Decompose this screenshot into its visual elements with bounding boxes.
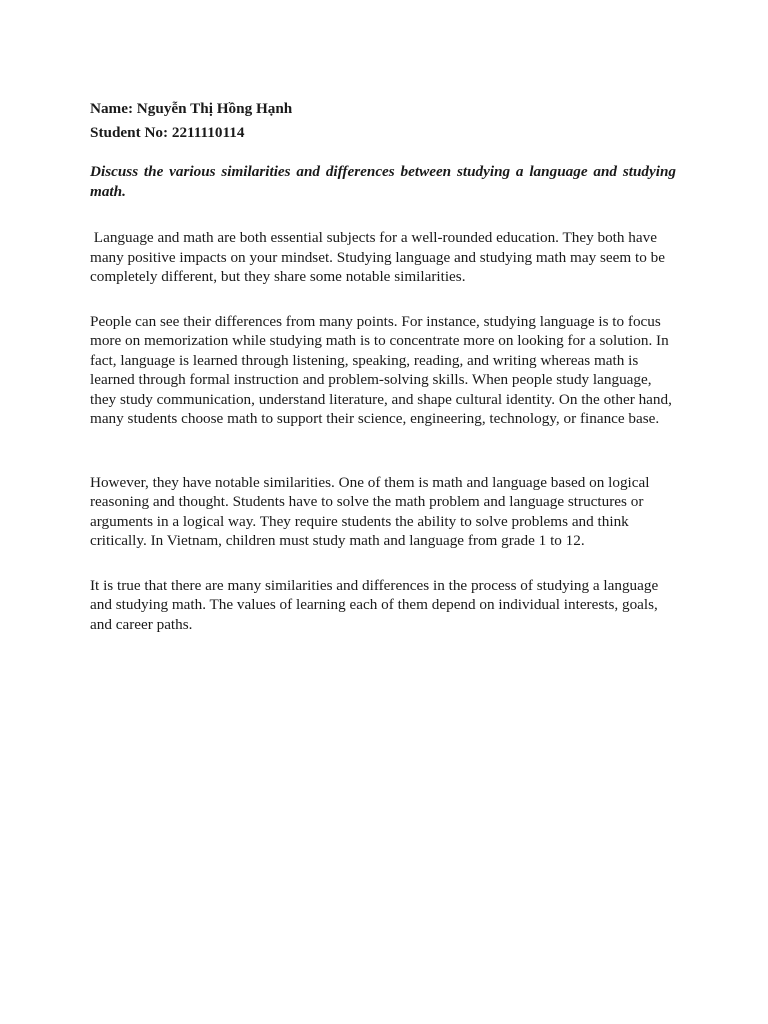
essay-prompt: Discuss the various similarities and differences between studying a language and studying math. (90, 163, 676, 200)
paragraph-intro: Language and math are both essential subjects for a well-rounded education. They both have many positive impacts on your mindset. Studying language and studying math may seem to be completely different, but they share some notable similarities. (90, 229, 669, 285)
document-body (90, 97, 676, 634)
paragraph-similarities: However, they have notable similarities. One of them is math and language based on logical reasoning and thought. Students have to solve the math problem and language structures or arguments in a logical way. They require students the ability to solve problems and think critically. In Vietnam, children must study math and language from grade 1 to 12. (90, 473, 650, 549)
student-name: Name: Nguyễn Thị Hồng Hạnh (90, 100, 293, 117)
paragraph-conclusion: It is true that there are many similarities and differences in the process of studying a language and studying math. The values of learning each of them depend on individual interests, goals, and career paths. (90, 576, 659, 633)
student-number: Student No: 2211110114 (90, 124, 245, 141)
paragraph-differences: People can see their differences from many points. For instance, studying language is to focus more on memorization while studying math is to concentrate more on looking for a solution. In fact, language is learned through listening, speaking, reading, and writing whereas math is learned through formal instruction and problem-solving skills. When people study language, they study communication, understand literature, and shape cultural identity. On the other hand, many students choose math to support their science, engineering, technology, or finance base. (90, 312, 672, 427)
